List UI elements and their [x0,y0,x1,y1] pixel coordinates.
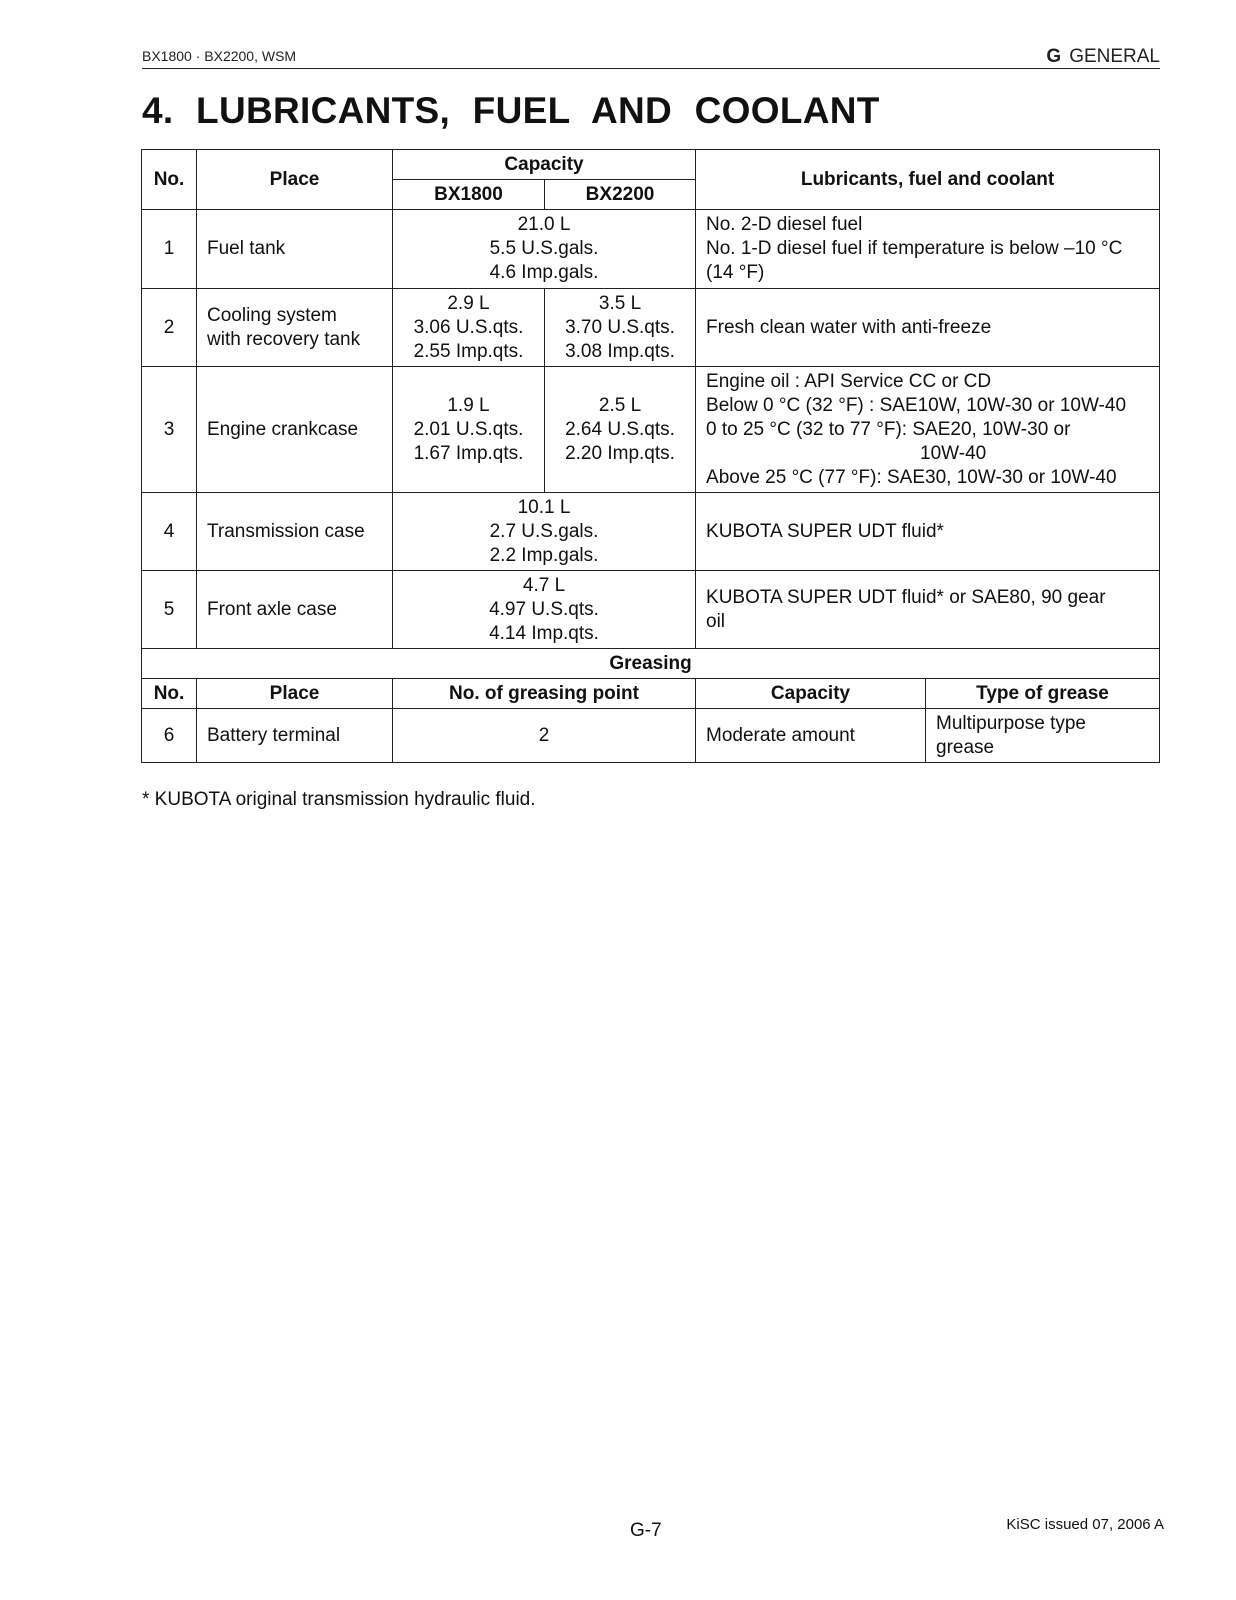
lubricants-table [141,149,1160,763]
section-heading [1046,46,1160,68]
row-capacity-bx2200: 2.5 L 2.64 U.S.qts. 2.20 Imp.qts. [545,367,696,493]
row-capacity: Moderate amount [696,709,926,763]
row-lubricant: KUBOTA SUPER UDT fluid* or SAE80, 90 gear oil [696,571,1160,649]
row-place: Transmission case [197,493,393,571]
row-place: Front axle case [197,571,393,649]
row-lubricant: No. 2-D diesel fuel No. 1-D diesel fuel if temperature is below –10 °C (14 °F) [696,210,1160,289]
header-bx2200: BX2200 [545,180,696,210]
row-capacity: 10.1 L 2.7 U.S.gals. 2.2 Imp.gals. [393,493,696,571]
table-row [142,210,1160,289]
row-no: 2 [142,289,197,367]
row-capacity: 21.0 L 5.5 U.S.gals. 4.6 Imp.gals. [393,210,696,289]
greasing-header-points: No. of greasing point [393,679,696,709]
document-id: BX1800 · BX2200, WSM [142,48,297,64]
greasing-section-row [142,649,1160,679]
row-no: 5 [142,571,197,649]
table-header-row [142,150,1160,180]
greasing-label: Greasing [142,649,1160,679]
table-row [142,367,1160,493]
table-row [142,571,1160,649]
header-bx1800: BX1800 [393,180,545,210]
header-divider [142,68,1160,69]
footnote: * KUBOTA original transmission hydraulic fluid. [142,789,536,810]
row-no: 3 [142,367,197,493]
header-lubricants: Lubricants, fuel and coolant [696,150,1160,210]
section-letter: G [1046,46,1062,67]
row-place: Fuel tank [197,210,393,289]
section-name: GENERAL [1069,46,1160,67]
row-capacity-bx2200: 3.5 L 3.70 U.S.qts. 3.08 Imp.qts. [545,289,696,367]
row-grease-type: Multipurpose type grease [926,709,1160,763]
row-lubricant: Fresh clean water with anti-freeze [696,289,1160,367]
row-place: Cooling system with recovery tank [197,289,393,367]
row-lubricant: KUBOTA SUPER UDT fluid* [696,493,1160,571]
header-no: No. [142,150,197,210]
row-capacity-bx1800: 2.9 L 3.06 U.S.qts. 2.55 Imp.qts. [393,289,545,367]
greasing-header-place: Place [197,679,393,709]
greasing-header-capacity: Capacity [696,679,926,709]
greasing-header-no: No. [142,679,197,709]
greasing-header-type: Type of grease [926,679,1160,709]
header-place: Place [197,150,393,210]
greasing-header-row [142,679,1160,709]
issue-info: KiSC issued 07, 2006 A [1006,1516,1164,1533]
row-no: 1 [142,210,197,289]
row-no: 4 [142,493,197,571]
table-row [142,493,1160,571]
table-row [142,289,1160,367]
row-capacity-bx1800: 1.9 L 2.01 U.S.qts. 1.67 Imp.qts. [393,367,545,493]
row-lubricant: Engine oil : API Service CC or CD Below 0 °C (32 °F) : SAE10W, 10W-30 or 10W-40 0 to 25 °C (32 to 77 °F): SAE20, 10W-30 or 10W-40 Above 25 °C (77 °F): SAE30, 10W-30 or 10W-40 [696,367,1160,493]
row-place: Engine crankcase [197,367,393,493]
page-title: 4. LUBRICANTS, FUEL AND COOLANT [142,90,880,131]
table-row [142,709,1160,763]
row-points: 2 [393,709,696,763]
row-no: 6 [142,709,197,763]
row-capacity: 4.7 L 4.97 U.S.qts. 4.14 Imp.qts. [393,571,696,649]
page-number: G-7 [630,1520,662,1541]
row-place: Battery terminal [197,709,393,763]
header-capacity: Capacity [393,150,696,180]
